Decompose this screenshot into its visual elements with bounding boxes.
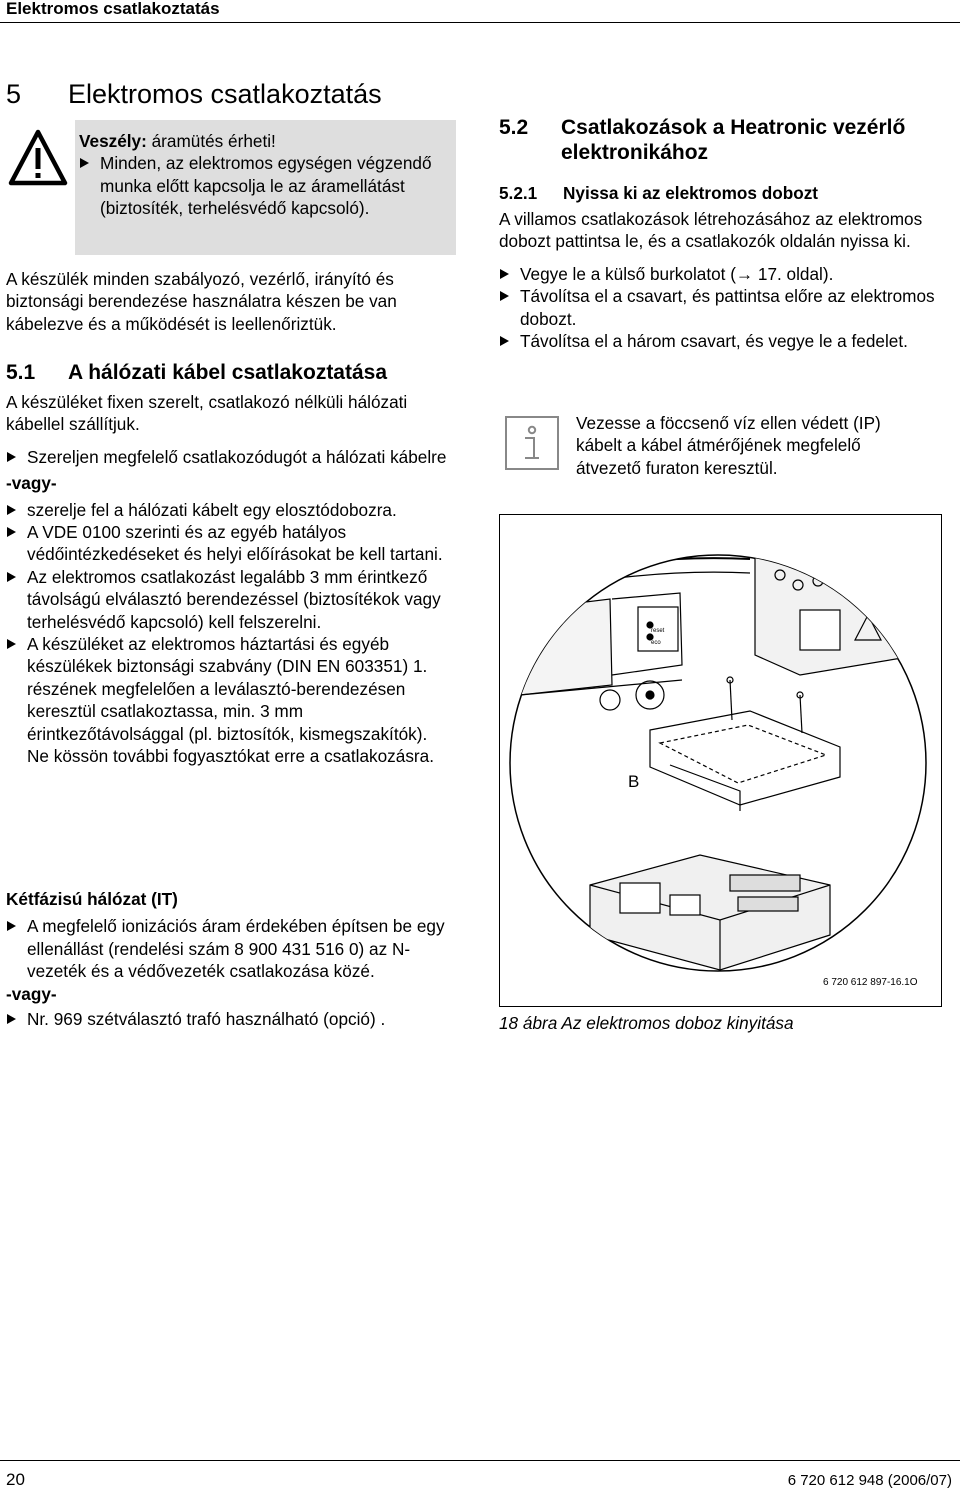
paragraph: A készüléket fixen szerelt, csatlakozó nélküli hálózati kábellel szállítjuk.	[6, 392, 408, 435]
info-note: Vezesse a föccsenő víz ellen védett (IP) kábelt a kábel átmérőjének megfelelő átvezető furaton keresztül.	[576, 413, 881, 478]
page-number: 20	[6, 1470, 25, 1489]
subsection-5-2-1-number: 5.2.1	[499, 183, 538, 203]
danger-bullet: Minden, az elektromos egységen végzendő munka előtt kapcsolja le az áramellátást (biztosíték, terhelésvédő kapcsoló).	[79, 152, 451, 219]
list-item: A megfelelő ionizációs áram érdekében építsen be egy ellenállást (rendelési szám 8 900 431 516 0) az N-vezeték és a védővezeték csatlakozása közé.	[6, 915, 451, 982]
list-item: Szereljen megfelelő csatlakozódugót a hálózati kábelre	[6, 446, 451, 468]
list-item: szerelje fel a hálózati kábelt egy elosztódobozra.	[6, 499, 451, 521]
info-icon	[505, 416, 559, 470]
footer-rule	[0, 1460, 960, 1461]
subsection-5-1-title	[6, 361, 451, 385]
subsection-5-2-title	[499, 115, 939, 165]
subsection-5-1-number: 5.1	[6, 361, 36, 384]
danger-label: Veszély:	[79, 131, 147, 151]
callout-b: B	[628, 772, 640, 791]
warning-triangle-icon	[8, 128, 68, 190]
eco-label: eco	[651, 640, 661, 646]
intro-paragraph: A készülék minden szabályozó, vezérlő, irányító és biztonsági berendezése használatra készen be van kábelezve és a működését is leellenőriztük.	[6, 269, 397, 334]
subsection-5-2-1-title-text: Nyissa ki az elektromos dobozt	[563, 183, 819, 203]
subsection-5-2-1-title	[499, 183, 939, 204]
running-header: Elektromos csatlakoztatás	[6, 0, 220, 18]
list-item: Távolítsa el a három csavart, és vegye le a fedelet.	[499, 330, 939, 352]
section-title-text: Elektromos csatlakoztatás	[68, 79, 382, 109]
it-network-block	[6, 888, 451, 1030]
it-network-title: Kétfázisú hálózat (IT)	[6, 889, 178, 909]
document-code: 6 720 612 948 (2006/07)	[787, 1472, 952, 1489]
danger-message: áramütés érheti!	[146, 131, 276, 151]
figure-electrical-box	[499, 514, 942, 1007]
header-rule	[0, 22, 960, 23]
paragraph: A villamos csatlakozások létrehozásához az elektromos dobozt pattintsa le, és a csatlakozók oldalán nyissa ki.	[499, 209, 923, 252]
figure-caption: 18 ábra Az elektromos doboz kinyitása	[499, 1013, 794, 1033]
subsection-5-1-title-text: A hálózati kábel csatlakoztatása	[68, 361, 388, 384]
section-number: 5	[6, 79, 22, 109]
subsection-5-2-number: 5.2	[499, 116, 529, 139]
or-separator: -vagy-	[6, 983, 57, 1004]
subsection-5-1-body	[6, 391, 451, 768]
danger-text	[79, 130, 451, 220]
list-item: Nr. 969 szétválasztó trafó használható (opció) .	[6, 1008, 451, 1030]
list-item: Az elektromos csatlakozást legalább 3 mm érintkező távolságú elválasztó berendezéssel (biztosítékok vagy terhelésvédő kapcsoló) kell felszerelni.	[6, 566, 451, 633]
list-item: Vegye le a külső burkolatot (→ 17. oldal).	[499, 263, 939, 285]
electrical-box-illustration	[500, 515, 941, 1006]
reset-label: reset	[651, 628, 665, 634]
figure-code: 6 720 612 897-16.1O	[823, 977, 918, 988]
section-title	[6, 79, 382, 110]
list-item: A készüléket az elektromos háztartási és egyéb készülékek biztonsági szabvány (DIN EN 603351) 1. részének megfelelően a leválasztó-berendezésen keresztül csatlakoztassa, min. 3 mm érintkezőtávolsággal (pl. biztosítók, kismegszakítók). Ne kössön további fogyasztókat erre a csatlakozásra.	[6, 633, 451, 767]
list-item: A VDE 0100 szerinti és az egyéb hatályos védőintézkedéseket és helyi előírásokat be kell tartani.	[6, 521, 451, 566]
subsection-5-2-1-body	[499, 208, 939, 352]
list-item: Távolítsa el a csavart, és pattintsa előre az elektromos dobozt.	[499, 285, 939, 330]
subsection-5-2-title-text: Csatlakozások a Heatronic vezérlő	[561, 116, 906, 139]
subsection-5-2-title-text-2: elektronikához	[561, 141, 709, 164]
or-separator: -vagy-	[6, 473, 57, 494]
